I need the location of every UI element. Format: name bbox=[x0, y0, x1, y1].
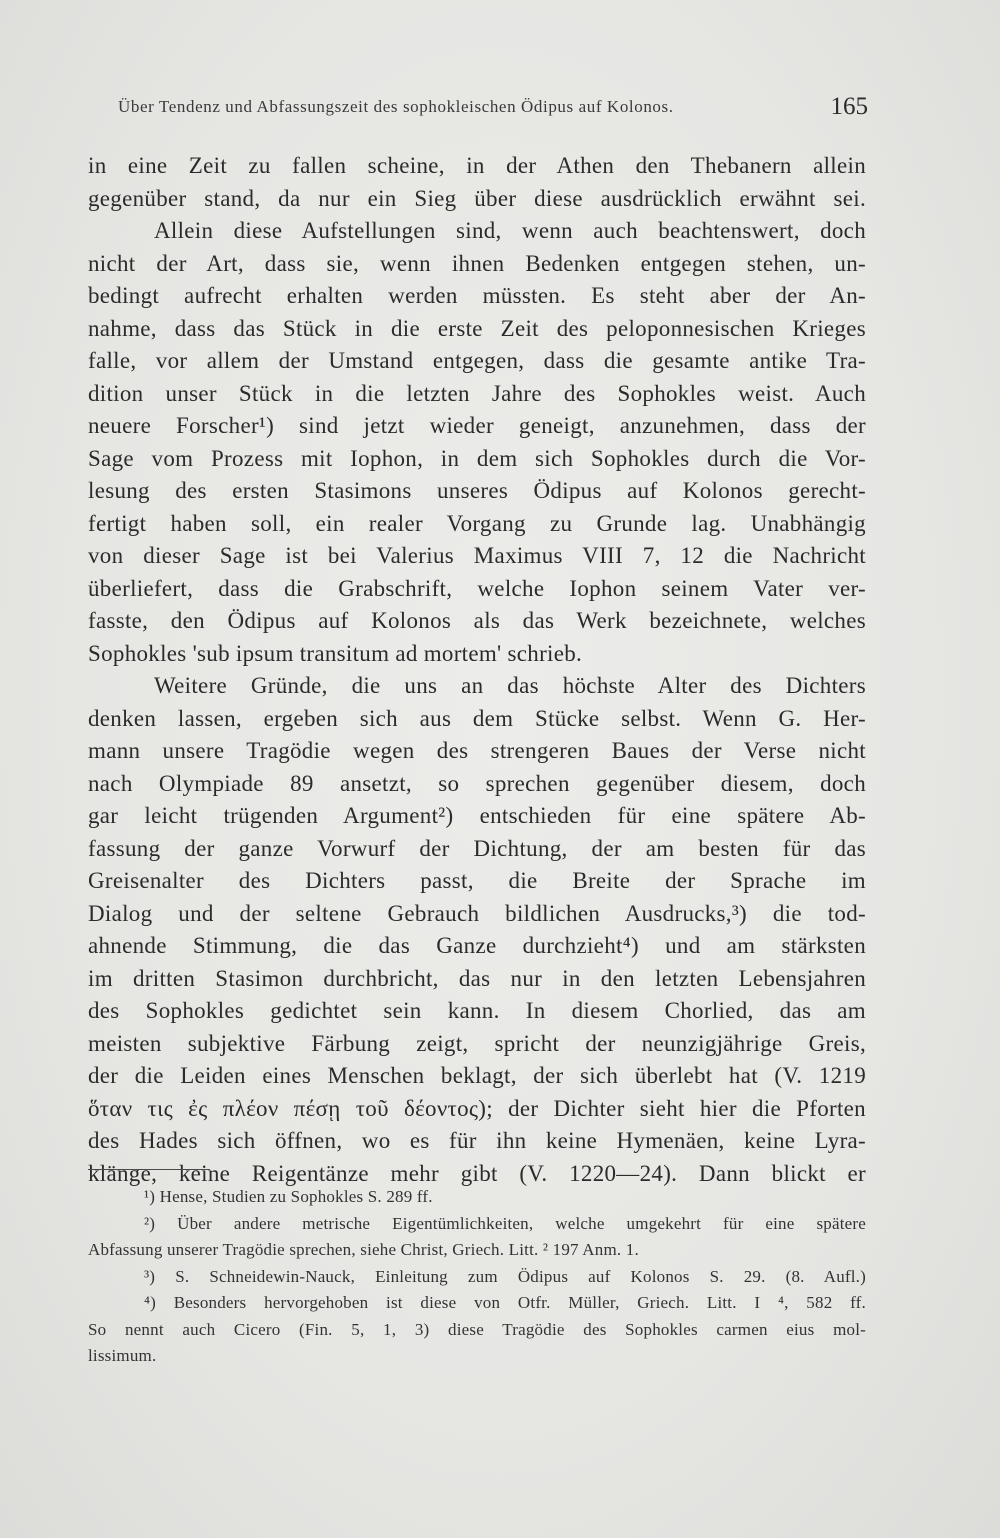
text-line: im dritten Stasimon durchbricht, das nur in den letzten Lebensjahren bbox=[88, 965, 866, 991]
text-line: nicht der Art, dass sie, wenn ihnen Bedenken entgegen stehen, un- bbox=[88, 250, 866, 276]
text-line: bedingt aufrecht erhalten werden müssten. Es steht aber der An- bbox=[88, 283, 866, 308]
text-line: ὅταν τις ἐς πλέον πέσῃ τοῦ δέοντος); der Dichter sieht hier die Pforten bbox=[88, 1095, 866, 1121]
text-line: nach Olympiade 89 ansetzt, so sprechen gegenüber diesem, doch bbox=[88, 770, 866, 796]
footnote-line: ⁴) Besonders hervorgehoben ist diese von Otfr. Müller, Griech. Litt. I ⁴, 582 ff. bbox=[144, 1293, 866, 1312]
text-line: der die Leiden eines Menschen beklagt, der sich überlebt hat (V. 1219 bbox=[88, 1063, 866, 1088]
text-line: überliefert, dass die Grabschrift, welche Iophon seinem Vater ver- bbox=[88, 575, 866, 601]
text-line: nahme, dass das Stück in die erste Zeit des peloponnesischen Krieges bbox=[88, 315, 866, 341]
footnote-line: lissimum. bbox=[88, 1346, 157, 1365]
text-line: meisten subjektive Färbung zeigt, spricht der neunzigjährige Greis, bbox=[88, 1030, 866, 1056]
footnote-line: ¹) Hense, Studien zu Sophokles S. 289 ff. bbox=[144, 1187, 433, 1206]
page-number: 165 bbox=[830, 93, 868, 120]
text-line: fertigt haben soll, ein realer Vorgang zu Grunde lag. Unabhängig bbox=[88, 510, 866, 536]
text-line: von dieser Sage ist bei Valerius Maximus VIII 7, 12 die Nachricht bbox=[88, 543, 866, 568]
text-line: denken lassen, ergeben sich aus dem Stücke selbst. Wenn G. Her- bbox=[88, 705, 866, 731]
text-line: Sophokles 'sub ipsum transitum ad mortem' schrieb. bbox=[88, 640, 583, 666]
text-line: mann unsere Tragödie wegen des strengeren Baues der Verse nicht bbox=[88, 738, 866, 763]
text-line: in eine Zeit zu fallen scheine, in der Athen den Thebanern allein bbox=[88, 153, 866, 178]
text-line: Sage vom Prozess mit Iophon, in dem sich Sophokles durch die Vor- bbox=[88, 445, 866, 471]
text-line: fasste, den Ödipus auf Kolonos als das Werk bezeichnete, welches bbox=[88, 608, 866, 633]
text-line: Weitere Gründe, die uns an das höchste Alter des Dichters bbox=[154, 673, 866, 698]
footnote-line: So nennt auch Cicero (Fin. 5, 1, 3) diese Tragödie des Sophokles carmen eius mol- bbox=[88, 1319, 866, 1339]
text-line: ahnende Stimmung, die das Ganze durchzieht⁴) und am stärksten bbox=[88, 933, 866, 958]
text-line: dition unser Stück in die letzten Jahre des Sophokles weist. Auch bbox=[88, 380, 866, 406]
text-line: Greisenalter des Dichters passt, die Breite der Sprache im bbox=[88, 868, 866, 893]
footnote-line: ³) S. Schneidewin-Nauck, Einleitung zum Ödipus auf Kolonos S. 29. (8. Aufl.) bbox=[144, 1266, 866, 1286]
text-line: falle, vor allem der Umstand entgegen, dass die gesamte antike Tra- bbox=[88, 348, 866, 373]
text-line: lesung des ersten Stasimons unseres Ödipus auf Kolonos gerecht- bbox=[88, 478, 866, 503]
text-line: gegenüber stand, da nur ein Sieg über diese ausdrücklich erwähnt sei. bbox=[88, 185, 866, 211]
text-line: neuere Forscher¹) sind jetzt wieder geneigt, anzunehmen, dass der bbox=[88, 413, 866, 438]
text-line: Allein diese Aufstellungen sind, wenn auch beachtenswert, doch bbox=[154, 218, 866, 243]
text-line: Dialog und der seltene Gebrauch bildlichen Ausdrucks,³) die tod- bbox=[88, 900, 866, 926]
footnote-line: Abfassung unserer Tragödie sprechen, siehe Christ, Griech. Litt. ² 197 Anm. 1. bbox=[88, 1240, 639, 1259]
footnotes bbox=[88, 1184, 866, 1370]
main-text bbox=[88, 150, 866, 1190]
text-line: gar leicht trügenden Argument²) entschieden für eine spätere Ab- bbox=[88, 803, 866, 828]
text-line: klänge, keine Reigentänze mehr gibt (V. 1220—24). Dann blickt er bbox=[88, 1160, 866, 1186]
running-header bbox=[118, 95, 868, 125]
text-line: fassung der ganze Vorwurf der Dichtung, der am besten für das bbox=[88, 835, 866, 861]
footnote-divider bbox=[88, 1169, 210, 1170]
text-line: des Hades sich öffnen, wo es für ihn keine Hymenäen, keine Lyra- bbox=[88, 1128, 866, 1153]
running-title: Über Tendenz und Abfassungszeit des sophokleischen Ödipus auf Kolonos. bbox=[118, 97, 674, 116]
footnote-line: ²) Über andere metrische Eigentümlichkeiten, welche umgekehrt für eine spätere bbox=[144, 1213, 866, 1233]
text-line: des Sophokles gedichtet sein kann. In diesem Chorlied, das am bbox=[88, 998, 866, 1023]
